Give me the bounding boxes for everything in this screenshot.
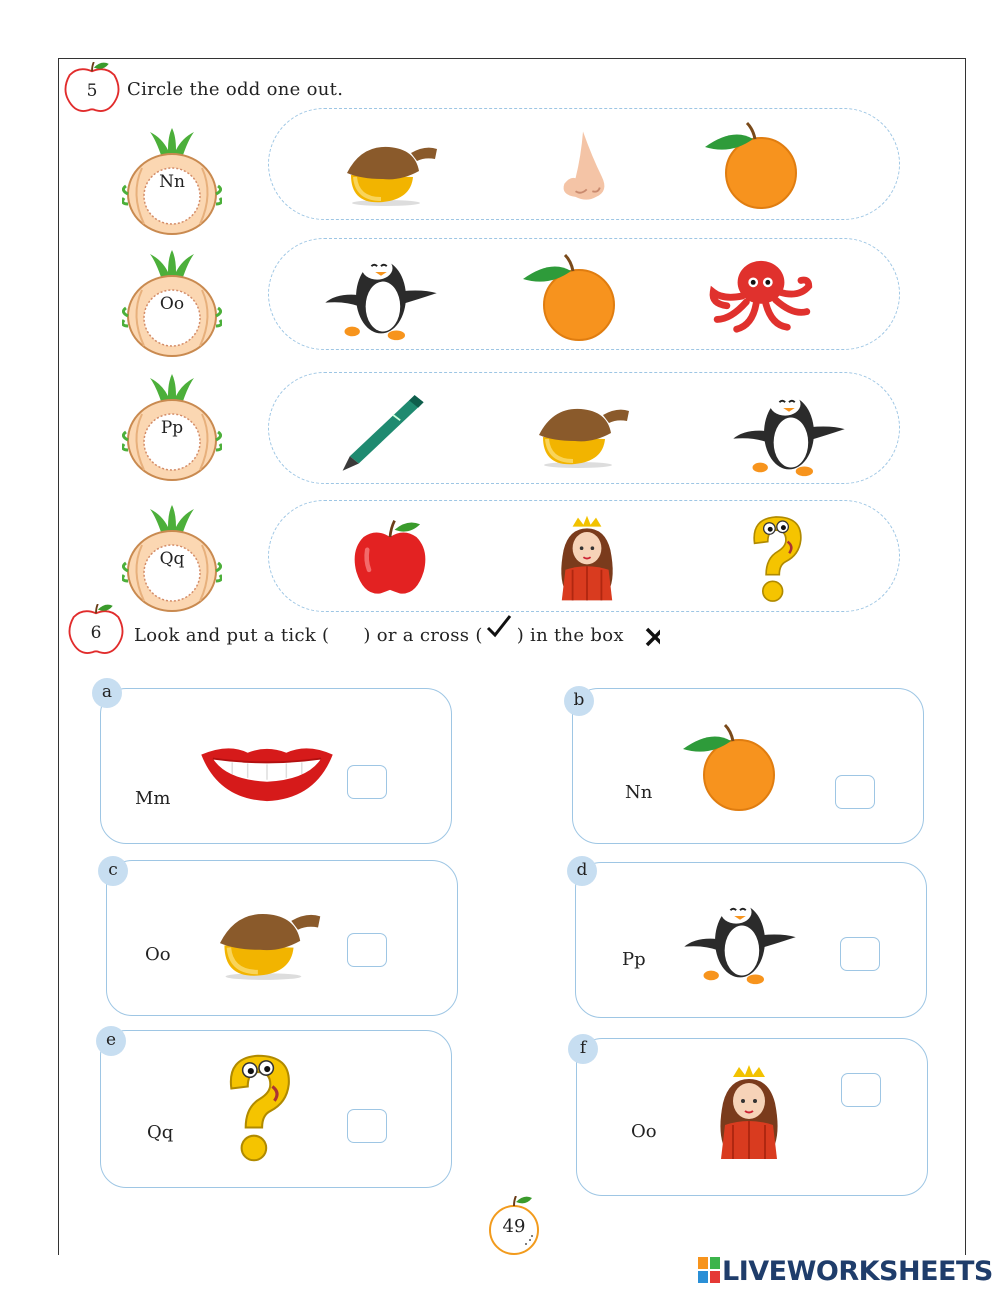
answer-card [576,1038,928,1196]
card-letter-badge: a [92,678,122,708]
card-letter-badge: d [567,856,597,886]
brand-logo[interactable] [698,1256,993,1287]
letter-onion [122,128,222,238]
question-number: 5 [86,80,98,101]
odd-one-out-row [268,108,900,220]
question-instruction: Circle the odd one out. [127,79,344,100]
letter-label: Pp [160,418,184,438]
odd-one-out-row [268,372,900,484]
queen-icon [709,1061,789,1165]
card-letter: Oo [145,944,171,965]
tick-cross-box[interactable] [840,937,880,971]
letter-onion [122,250,222,360]
question-number: 6 [90,622,102,643]
orange-icon[interactable] [521,253,621,343]
card-letter-badge: b [564,686,594,716]
tick-cross-box[interactable] [347,1109,387,1143]
letter-onion [122,505,222,615]
tick-icon [486,614,512,638]
acorn-icon [211,903,327,981]
orange-icon[interactable] [703,121,803,211]
letter-label: Oo [159,294,185,314]
letter-label: Qq [159,549,185,569]
acorn-icon[interactable] [533,399,633,469]
answer-card [575,862,927,1018]
card-letter: Nn [625,782,653,803]
instruction-part: Look and put a tick ( [134,625,330,646]
question-mark-icon [217,1051,299,1165]
answer-card [572,688,924,844]
lips-icon [199,745,335,803]
octopus-icon[interactable] [707,257,815,335]
card-letter-badge: f [568,1034,598,1064]
card-letter: Mm [135,788,171,809]
page-number-badge [486,1196,542,1256]
instruction-part: ) in the box [516,625,624,646]
penguin-icon[interactable] [731,383,847,479]
nose-icon[interactable] [555,129,611,205]
page-number: 49 [502,1216,526,1237]
penguin-icon[interactable] [323,247,439,343]
queen-icon[interactable] [551,513,623,605]
liveworksheets-logo-icon [698,1257,720,1283]
card-letter: Qq [147,1122,174,1143]
answer-card [106,860,458,1016]
odd-one-out-row [268,500,900,612]
odd-one-out-row [268,238,900,350]
tick-cross-box[interactable] [347,933,387,967]
penguin-icon [682,891,798,987]
instruction-part: ) or a cross ( [363,625,483,646]
letter-label: Nn [159,172,185,192]
card-letter-badge: e [96,1026,126,1056]
tick-cross-box[interactable] [841,1073,881,1107]
question-number-badge [68,604,124,656]
card-letter: Oo [631,1121,657,1142]
acorn-icon[interactable] [341,137,441,207]
question-number-badge [64,62,120,114]
answer-card [100,1030,452,1188]
tick-cross-box[interactable] [835,775,875,809]
question-mark-icon[interactable] [743,513,809,605]
answer-card [100,688,452,844]
brand-name: LIVEWORKSHEETS [722,1256,993,1287]
card-letter-badge: c [98,856,128,886]
letter-onion [122,374,222,484]
question-instruction [134,625,624,646]
apple-icon[interactable] [349,517,431,599]
pen-icon[interactable] [339,387,429,477]
orange-icon [675,723,787,813]
card-letter: Pp [622,949,646,970]
tick-cross-box[interactable] [347,765,387,799]
